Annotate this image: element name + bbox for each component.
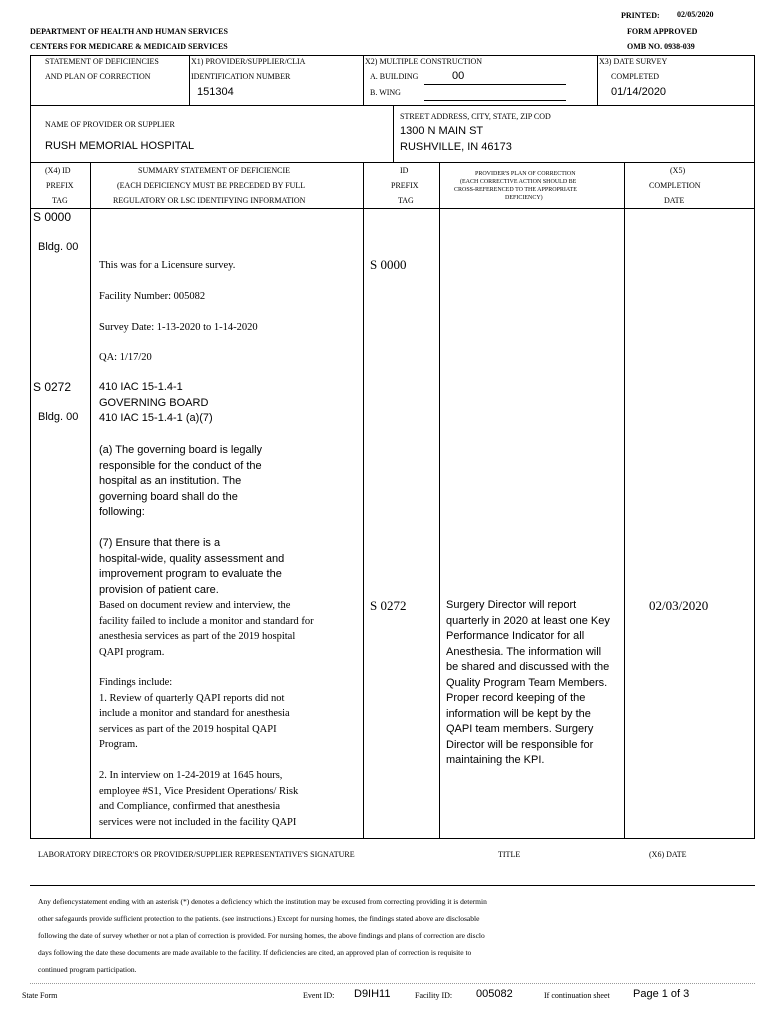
building-label: A. BUILDING bbox=[370, 72, 419, 81]
interview-text: 2. In interview on 1-24-2019 at 1645 hours, employee #S1, Vice President Operations/ Risk and Compliance, confirmed that anesthesia services were not included in the facility QAPI bbox=[99, 770, 299, 828]
plan-of-correction-text: Surgery Director will report quarterly in 2020 at least one Key Performance Indicator for all Anesthesia. The information will be shared and discussed with the Quality Program Team Members. Proper record keeping of the information will be kept by the QAPI team members. Surgery Director will be responsible for maintaining the KPI. bbox=[446, 599, 610, 766]
wing-underline bbox=[424, 100, 566, 101]
printed-date: 02/05/2020 bbox=[677, 10, 714, 19]
summary-header-1: SUMMARY STATEMENT OF DEFICIENCIE bbox=[138, 166, 291, 175]
table-bottom-line bbox=[30, 838, 755, 839]
x5-header-1: (X5) bbox=[670, 166, 686, 175]
provider-name-value: RUSH MEMORIAL HOSPITAL bbox=[45, 140, 195, 152]
continuation-label: If continuation sheet bbox=[544, 991, 610, 1000]
governing-board-text: (a) The governing board is legally responsible for the conduct of the hospital as an institution. The governing board shall do the following: bbox=[99, 444, 263, 518]
completed-label: COMPLETED bbox=[611, 72, 659, 81]
disclaimer-text: Any defiencystatement ending with an asterisk (*) denotes a deficiency which the institution may be excused from correcting providing it is determin other safegaurds provide sufficient protection to the patients. (see instructions.) Except for nursing homes, the findings stated above are disclosable following the date of survey whether or not a plan of correction is provided. For nursing homes, the above findings and plans of correction are disclo days following the date these documents are made available to the facility. If deficiencies are cited, an approved plan of correction is requisite to continued program participation. bbox=[38, 897, 487, 974]
prefix-tag-s0000: S 0000 bbox=[33, 210, 72, 224]
street-address-label: STREET ADDRESS, CITY, STATE, ZIP COD bbox=[400, 112, 551, 121]
omb-number: OMB NO. 0938-039 bbox=[627, 42, 695, 51]
plan-header-1: PROVIDER'S PLAN OF CORRECTION bbox=[475, 171, 576, 177]
id-tag-s0272: S 0272 bbox=[370, 598, 407, 613]
facility-id-value: 005082 bbox=[476, 988, 513, 1000]
x5-header-2: COMPLETION bbox=[649, 181, 701, 190]
date-survey-value: 01/14/2020 bbox=[611, 86, 667, 98]
prefix-tag-s0272: S 0272 bbox=[33, 380, 72, 394]
signature-label: LABORATORY DIRECTOR'S OR PROVIDER/SUPPLIER REPRESENTATIVE'S SIGNATURE bbox=[38, 850, 355, 859]
facility-number-text: Facility Number: 005082 bbox=[99, 291, 206, 302]
left-border bbox=[30, 55, 31, 838]
qa-text: QA: 1/17/20 bbox=[99, 352, 152, 363]
column-divider-1 bbox=[90, 162, 91, 838]
id-header-2: PREFIX bbox=[391, 181, 419, 190]
x5-header-3: DATE bbox=[664, 196, 685, 205]
building-tag-1: Bldg. 00 bbox=[38, 241, 79, 253]
date-survey-label: X3) DATE SURVEY bbox=[599, 57, 668, 66]
facility-id-label: Facility ID: bbox=[415, 991, 453, 1000]
page-number: Page 1 of 3 bbox=[633, 988, 690, 1000]
printed-label: PRINTED: bbox=[621, 11, 660, 20]
column-divider-2 bbox=[363, 162, 364, 838]
divider-address bbox=[393, 105, 394, 162]
provider-name-label: NAME OF PROVIDER OR SUPPLIER bbox=[45, 120, 175, 129]
provider-row-bottom-line bbox=[30, 162, 755, 163]
state-form-label: State Form bbox=[22, 991, 58, 1000]
x4-header-3: TAG bbox=[52, 196, 68, 205]
top-box-top-line bbox=[30, 55, 755, 56]
plan-header-2: (EACH CORRECTIVE ACTION SHOULD BE bbox=[460, 179, 577, 185]
statement-label-1: STATEMENT OF DEFICIENCIES bbox=[45, 57, 159, 66]
provider-id-label-2: IDENTIFICATION NUMBER bbox=[191, 72, 291, 81]
statement-label-2: AND PLAN OF CORRECTION bbox=[45, 72, 151, 81]
column-divider-4 bbox=[624, 162, 625, 838]
regulation-citation: 410 IAC 15-1.4-1 GOVERNING BOARD 410 IAC 15-1.4-1 (a)(7) bbox=[99, 381, 213, 424]
provider-id-value: 151304 bbox=[197, 86, 234, 98]
x4-header-2: PREFIX bbox=[46, 181, 74, 190]
id-tag-s0000: S 0000 bbox=[370, 257, 407, 272]
event-id-label: Event ID: bbox=[303, 991, 335, 1000]
divider-x3 bbox=[597, 55, 598, 105]
licensure-text: This was for a Licensure survey. bbox=[99, 260, 236, 271]
provider-id-label-1: X1) PROVIDER/SUPPLIER/CLIA bbox=[191, 57, 306, 66]
street-address-line-2: RUSHVILLE, IN 46173 bbox=[400, 141, 512, 153]
survey-date-text: Survey Date: 1-13-2020 to 1-14-2020 bbox=[99, 322, 258, 333]
centers-name: CENTERS FOR MEDICARE & MEDICAID SERVICES bbox=[30, 42, 228, 51]
street-address-line-1: 1300 N MAIN ST bbox=[400, 125, 484, 137]
divider-x2 bbox=[363, 55, 364, 105]
multiple-construction-label: X2) MULTIPLE CONSTRUCTION bbox=[365, 57, 483, 66]
quality-program-text: (7) Ensure that there is a hospital-wide, quality assessment and improvement program to evaluate the provision of patient care. bbox=[99, 537, 285, 596]
signature-bottom-line bbox=[30, 885, 755, 886]
completion-date: 02/03/2020 bbox=[649, 598, 709, 613]
finding-summary-text: Based on document review and interview, the facility failed to include a monitor and standard for anesthesia services as part of the 2019 hospital QAPI program. bbox=[99, 600, 314, 658]
summary-header-3: REGULATORY OR LSC IDENTIFYING INFORMATION bbox=[113, 196, 306, 205]
column-divider-3 bbox=[439, 162, 440, 838]
plan-header-4: DEFICIENCY) bbox=[505, 195, 543, 201]
title-label: TITLE bbox=[498, 850, 521, 859]
summary-header-2: (EACH DEFICIENCY MUST BE PRECEDED BY FULL bbox=[117, 181, 306, 190]
wing-label: B. WING bbox=[370, 88, 401, 97]
id-header-1: ID bbox=[400, 166, 409, 175]
form-approved: FORM APPROVED bbox=[627, 27, 698, 36]
x6-date-label: (X6) DATE bbox=[649, 850, 687, 859]
event-id-value: D9IH11 bbox=[354, 988, 391, 1000]
footer-rule bbox=[30, 983, 755, 984]
building-value: 00 bbox=[452, 70, 465, 82]
id-header-3: TAG bbox=[398, 196, 414, 205]
right-border bbox=[754, 55, 755, 838]
department-name: DEPARTMENT OF HEALTH AND HUMAN SERVICES bbox=[30, 27, 228, 36]
divider-x1 bbox=[189, 55, 190, 105]
building-underline bbox=[424, 84, 566, 85]
building-tag-2: Bldg. 00 bbox=[38, 411, 79, 423]
x4-header-1: (X4) ID bbox=[45, 166, 71, 175]
findings-include-text: Findings include: 1. Review of quarterly QAPI reports did not include a monitor and standard for anesthesia services as part of the 2019 hospital QAPI Program. bbox=[99, 677, 290, 750]
plan-header-3: CROSS-REFERENCED TO THE APPROPRIATE bbox=[454, 187, 577, 193]
column-header-bottom-line bbox=[30, 208, 755, 209]
